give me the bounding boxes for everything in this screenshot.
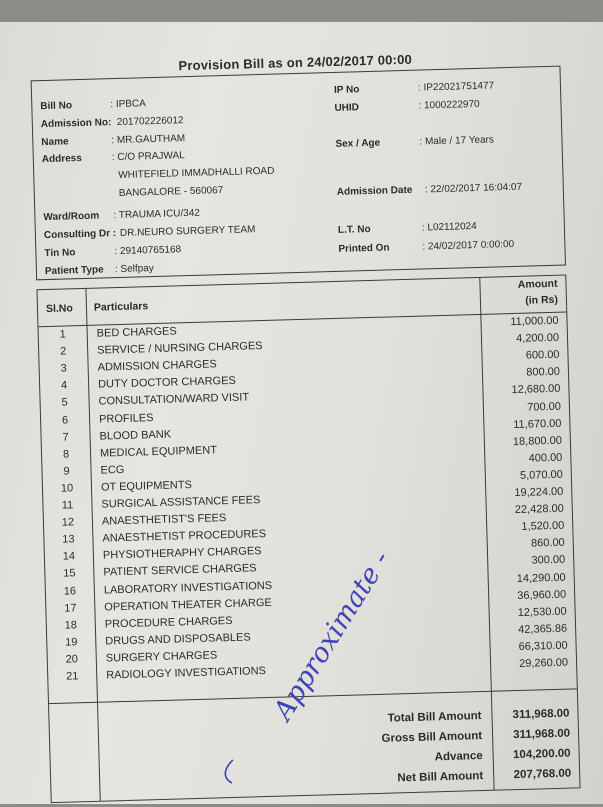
- row-particular: DUTY DOCTOR CHARGES: [97, 375, 236, 391]
- row-particular: SURGICAL ASSISTANCE FEES: [101, 494, 261, 511]
- row-sl-no: 10: [60, 482, 74, 495]
- printed-on-label: Printed On: [338, 242, 390, 255]
- row-sl-no: 1: [59, 328, 66, 341]
- row-sl-no: 17: [64, 601, 77, 615]
- provision-bill-document: [30, 48, 581, 807]
- row-amount: 800.00: [526, 366, 561, 379]
- row-sl-no: 4: [60, 379, 68, 392]
- row-amount: 700.00: [527, 400, 562, 414]
- col-header-amount-unit: (in Rs): [525, 293, 559, 307]
- row-sl-no: 3: [60, 362, 67, 375]
- consulting-label: Consulting Dr :: [43, 228, 117, 242]
- row-particular: ECG: [100, 463, 125, 477]
- patient-type-value: : Selfpay: [114, 263, 154, 276]
- row-amount: 29,260.00: [518, 656, 569, 670]
- row-sl-no: 14: [62, 550, 76, 563]
- row-amount: 11,000.00: [510, 314, 559, 329]
- row-particular: ADMISSION CHARGES: [97, 358, 217, 374]
- uhid-label: UHID: [334, 102, 360, 114]
- advance-value: 104,200.00: [512, 747, 571, 762]
- address-line-2: WHITEFIELD IMMADHALLI ROAD: [118, 165, 275, 181]
- tin-label: Tin No: [44, 247, 76, 260]
- totals-divider: [49, 688, 577, 704]
- tin-value: : 29140765168: [114, 244, 182, 258]
- admission-no-label: Admission No:: [40, 117, 112, 131]
- row-sl-no: 5: [61, 396, 68, 410]
- gross-bill-label: Gross Bill Amount: [381, 730, 483, 745]
- lt-no-label: L.T. No: [337, 223, 371, 236]
- printed-on-value: : 24/02/2017 0:00:00: [422, 238, 515, 253]
- advance-label: Advance: [434, 750, 483, 764]
- row-particular: SURGERY CHARGES: [105, 649, 218, 665]
- row-amount: 36,960.00: [517, 588, 567, 602]
- row-particular: ANAESTHETIST'S FEES: [101, 512, 227, 528]
- col-header-particulars: Particulars: [93, 300, 149, 314]
- row-particular: SERVICE / NURSING CHARGES: [97, 340, 263, 357]
- row-particular: OT EQUIPMENTS: [100, 478, 193, 494]
- bill-no-value: : IPBCA: [110, 98, 147, 111]
- bill-no-label: Bill No: [40, 100, 73, 113]
- row-amount: 400.00: [528, 451, 563, 465]
- row-amount: 22,428.00: [514, 502, 564, 517]
- bill-title: Provision Bill as on 24/02/2017 00:00: [178, 51, 413, 74]
- admission-date-label: Admission Date: [336, 184, 413, 198]
- row-particular: LABORATORY INVESTIGATIONS: [103, 579, 273, 597]
- row-sl-no: 9: [63, 465, 70, 478]
- row-amount: 600.00: [525, 348, 560, 362]
- name-value: : MR.GAUTHAM: [111, 133, 186, 147]
- patient-details-box: [31, 66, 566, 281]
- row-sl-no: 12: [61, 516, 75, 529]
- row-particular: DRUGS AND DISPOSABLES: [105, 631, 251, 648]
- row-amount: 14,290.00: [516, 571, 566, 585]
- row-amount: 12,680.00: [511, 383, 561, 397]
- row-sl-no: 7: [62, 431, 69, 444]
- row-sl-no: 8: [62, 448, 70, 461]
- gross-bill-value: 311,968.00: [512, 727, 571, 742]
- row-sl-no: 19: [65, 636, 78, 649]
- admission-no-value: 201702226012: [116, 115, 184, 128]
- total-bill-label: Total Bill Amount: [387, 710, 482, 725]
- row-sl-no: 21: [65, 670, 79, 683]
- row-amount: 300.00: [531, 554, 566, 567]
- row-sl-no: 2: [59, 345, 67, 358]
- row-sl-no: 20: [65, 653, 79, 666]
- row-particular: PROFILES: [98, 411, 154, 426]
- net-bill-value: 207,768.00: [513, 767, 572, 782]
- consulting-value: DR.NEURO SURGERY TEAM: [119, 224, 256, 239]
- name-label: Name: [41, 136, 69, 149]
- admission-date-value: : 22/02/2017 16:04:07: [424, 181, 523, 196]
- ip-no-label: IP No: [333, 84, 360, 96]
- sex-age-value: : Male / 17 Years: [419, 134, 495, 148]
- ward-value: : TRAUMA ICU/342: [113, 207, 201, 222]
- total-bill-value: 311,968.00: [512, 707, 570, 722]
- charges-table: [36, 275, 580, 804]
- row-particular: OPERATION THEATER CHARGE: [104, 596, 272, 614]
- sex-age-label: Sex / Age: [335, 137, 381, 150]
- row-particular: BLOOD BANK: [99, 428, 172, 443]
- address-label: Address: [41, 152, 82, 166]
- row-particular: MEDICAL EQUIPMENT: [99, 444, 218, 460]
- uhid-value: : 1000222970: [418, 98, 480, 112]
- col-header-amount: Amount: [517, 277, 558, 291]
- row-particular: RADIOLOGY INVESTIGATIONS: [106, 665, 267, 682]
- address-line-3: BANGALORE - 560067: [118, 185, 224, 199]
- row-amount: 860.00: [530, 536, 565, 550]
- row-amount: 12,530.00: [517, 605, 567, 619]
- col-header-slno: Sl.No: [45, 302, 73, 316]
- row-amount: 42,365.86: [518, 622, 568, 636]
- row-particular: PHYSIOTHERAPHY CHARGES: [102, 545, 262, 562]
- address-line-1: : C/O PRAJWAL: [111, 150, 185, 164]
- row-particular: ANAESTHETIST PROCEDURES: [102, 528, 267, 545]
- row-particular: BED CHARGES: [96, 325, 177, 340]
- row-sl-no: 6: [61, 413, 69, 427]
- patient-type-label: Patient Type: [44, 264, 104, 278]
- row-amount: 11,670.00: [513, 417, 562, 431]
- row-particular: PROCEDURE CHARGES: [104, 614, 233, 631]
- row-sl-no: 15: [63, 567, 76, 581]
- net-bill-label: Net Bill Amount: [397, 770, 484, 785]
- row-amount: 5,070.00: [519, 468, 563, 482]
- row-sl-no: 13: [62, 533, 75, 546]
- row-sl-no: 11: [61, 499, 74, 512]
- row-sl-no: 16: [63, 584, 77, 598]
- row-amount: 66,310.00: [518, 639, 568, 653]
- row-amount: 18,800.00: [512, 434, 563, 448]
- row-amount: 4,200.00: [516, 331, 560, 346]
- row-particular: PATIENT SERVICE CHARGES: [103, 562, 257, 579]
- row-particular: CONSULTATION/WARD VISIT: [98, 391, 250, 409]
- handwriting-text: Approximate -: [267, 545, 397, 726]
- row-amount: 1,520.00: [521, 519, 565, 534]
- row-sl-no: 18: [64, 619, 78, 632]
- ip-no-value: : IP22021751477: [417, 80, 495, 94]
- row-amount: 19,224.00: [514, 485, 564, 500]
- ward-label: Ward/Room: [43, 210, 100, 224]
- lt-no-value: : L02112024: [421, 220, 477, 234]
